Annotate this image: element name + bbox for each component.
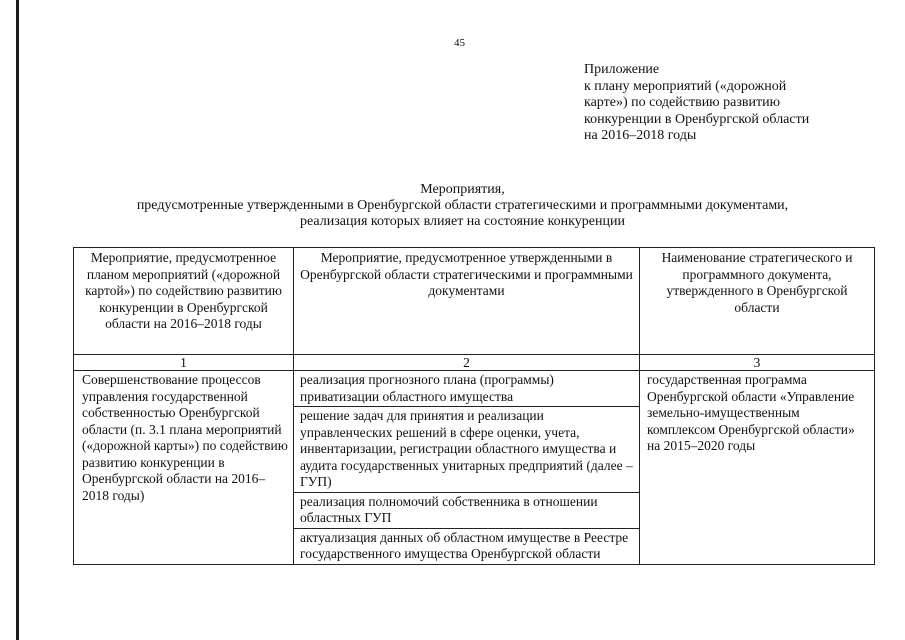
strategic-measure-cell: реализация полномочий собственника в отношении областных ГУП — [294, 492, 640, 528]
table-header-row — [74, 248, 875, 355]
table-row — [74, 371, 875, 407]
measures-table — [73, 247, 875, 565]
title-line: предусмотренные утвержденными в Оренбургской области стратегическими и программными документами, — [136, 198, 789, 213]
document-title — [60, 182, 865, 230]
appendix-line: конкуренции в Оренбургской области — [584, 111, 810, 127]
appendix-line: на 2016–2018 годы — [584, 128, 697, 143]
page-number: 45 — [454, 37, 465, 49]
column-number: 3 — [640, 355, 875, 371]
scan-edge-line — [16, 0, 19, 640]
title-line: Мероприятия, — [420, 182, 505, 197]
appendix-line: Приложение — [584, 62, 660, 77]
title-line: реализация которых влияет на состояние конкуренции — [300, 214, 625, 229]
strategic-measure-cell: реализация прогнозного плана (программы) приватизации областного имущества — [294, 371, 640, 407]
header-strategic-measure: Мероприятие, предусмотренное утвержденными в Оренбургской области стратегическими и программными документами — [294, 248, 640, 355]
appendix-line: к плану мероприятий («дорожной — [584, 78, 787, 94]
appendix-note — [584, 62, 854, 145]
document-name-cell: государственная программа Оренбургской области «Управление земельно-имущественным комплексом Оренбургской области» на 2015–2020 годы — [640, 371, 875, 565]
column-number: 1 — [74, 355, 294, 371]
column-number-row — [74, 355, 875, 371]
header-roadmap-measure: Мероприятие, предусмотренное планом мероприятий («дорожной картой») по содействию развитию конкуренции в Оренбургской области на 2016–2018 годы — [74, 248, 294, 355]
column-number: 2 — [294, 355, 640, 371]
roadmap-measure-cell: Совершенствование процессов управления государственной собственностью Оренбургской области (п. 3.1 плана мероприятий («дорожной карты») по содействию развитию конкуренции в Оренбургской области на 2016–2018 годы) — [74, 371, 294, 565]
appendix-line: карте») по содействию развитию — [584, 95, 781, 110]
strategic-measure-cell: решение задач для принятия и реализации управленческих решений в сфере оценки, учета, инвентаризации, регистрации областного имущества и аудита государственных унитарных предприятий (далее – ГУП) — [294, 407, 640, 493]
header-document-name: Наименование стратегического и программного документа, утвержденного в Оренбургской области — [640, 248, 875, 355]
strategic-measure-cell: актуализация данных об областном имуществе в Реестре государственного имущества Оренбургской области — [294, 528, 640, 564]
